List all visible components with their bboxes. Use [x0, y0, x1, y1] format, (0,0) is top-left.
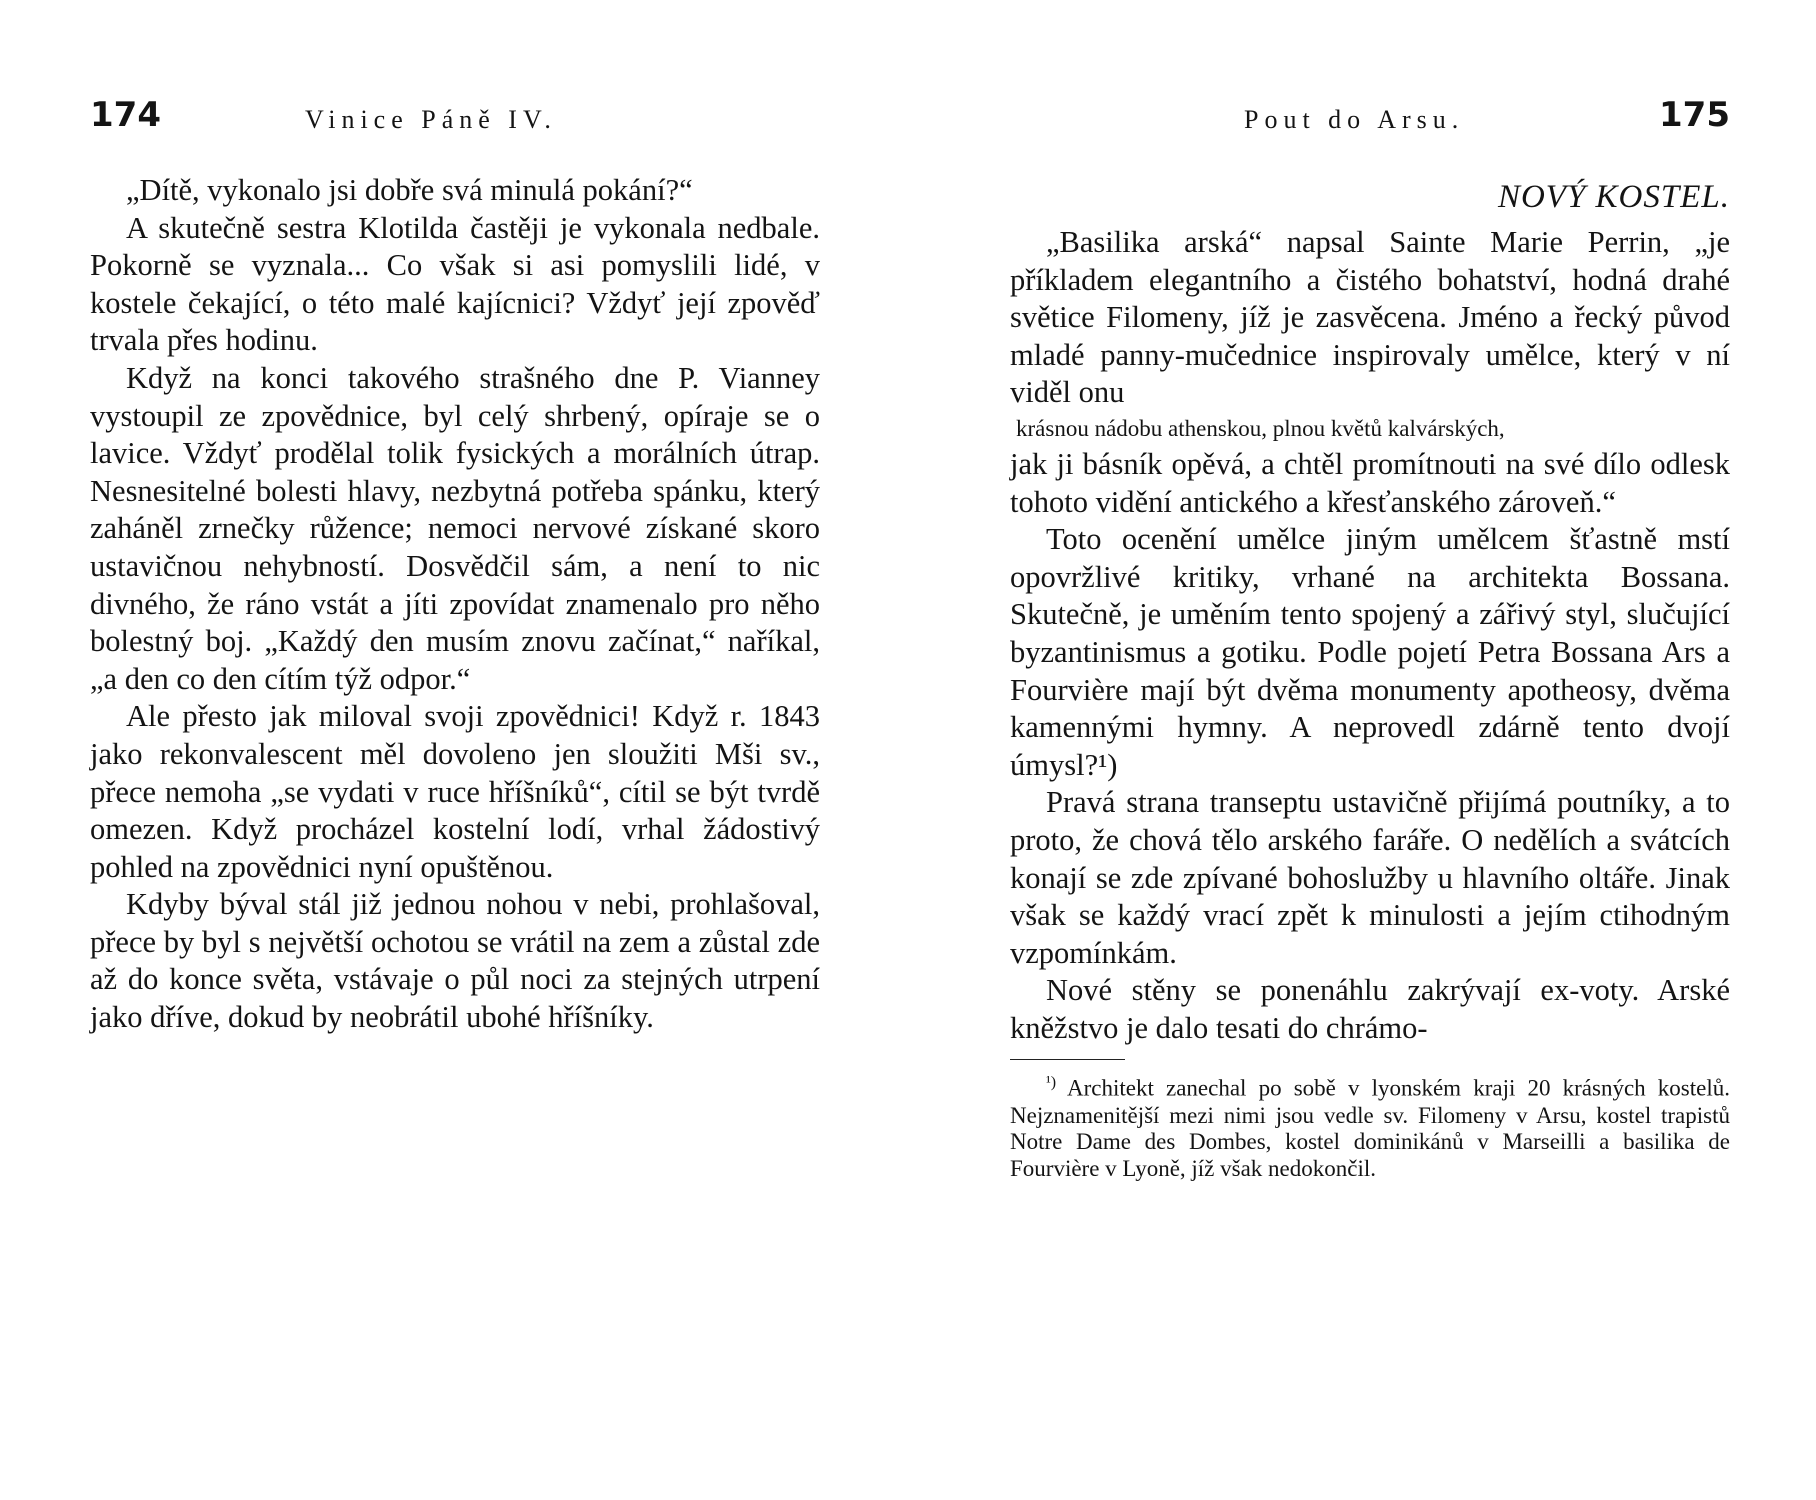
quoted-verse: krásnou nádobu athenskou, plnou květů kalvárských, — [1016, 415, 1505, 441]
footnote-divider — [1010, 1059, 1125, 1060]
paragraph: Toto ocenění umělce jiným umělcem šťastně mstí opovržlivé kritiky, vrhané na architekta Bossana. Skutečně, je uměním tento spojený a zářivý styl, slučující byzantinismus a gotiku. Podle pojetí Petra Bossana Ars a Fourvière mají být dvěma monumenty apotheosy, dvěma kamennými hymny. A neprovedl zdárně tento dvojí úmysl?¹) — [1010, 522, 1730, 782]
page-number: 175 — [1659, 95, 1730, 135]
footnote-text: Architekt zanechal po sobě v lyonském kraji 20 krásných kostelů. Nejznamenitější mezi nimi jsou vedle sv. Filomeny v Arsu, kostel trapistů Notre Dame des Dombes, kostel dominikánů v Marseilli a basilika de Fourvière v Lyoně, jíž však nedokončil. — [1010, 1076, 1730, 1181]
paragraph: „Basilika arská“ napsal Sainte Marie Perrin, „je příkladem elegantního a čistého bohatství, hodná drahé světice Filomeny, jíž je zasvěcena. Jméno a řecký původ mladé panny-mučednice inspirovaly umělce, který v ní viděl onu — [1010, 225, 1730, 410]
section-heading: NOVÝ KOSTEL. — [1497, 179, 1730, 215]
paragraph: Ale přesto jak miloval svoji zpovědnici! Když r. 1843 jako rekonvalescent měl dovoleno jen sloužiti Mši sv., přece nemoha „se vydati v ruce hříšníků“, cítil se být tvrdě omezen. Když procházel kostelní lodí, vrhal žádostivý pohled na zpovědnici nyní opuštěnou. — [90, 699, 820, 884]
paragraph: Pravá strana transeptu ustavičně přijímá poutníky, a to proto, že chová tělo arského faráře. O nedělích a svátcích konají se zde zpívané bohoslužby u hlavního oltáře. Jinak však se každý vrací zpět k minulosti a jejím ctihodným vzpomínkám. — [1010, 785, 1730, 970]
page-number: 174 — [90, 95, 161, 135]
paragraph: „Dítě, vykonalo jsi dobře svá minulá pokání?“ — [126, 173, 693, 207]
paragraph: Nové stěny se ponenáhlu zakrývají ex-voty. Arské kněžstvo je dalo tesati do chrámo- — [1010, 973, 1730, 1045]
right-page-header — [1010, 95, 1730, 135]
left-page-body — [90, 172, 820, 1037]
paragraph: Kdyby býval stál již jednou nohou v nebi, prohlašoval, přece by byl s největší ochotou se vrátil na zem a zůstal zde až do konce světa, vstávaje o půl noci za stejných utrpení jako dříve, dokud by neobrátil ubohé hříšníky. — [90, 887, 820, 1035]
paragraph: Když na konci takového strašného dne P. Vianney vystoupil ze zpovědnice, byl celý shrbený, opíraje se o lavice. Vždyť prodělal tolik fysických a morálních útrap. Nesnesitelné bolesti hlavy, nezbytná potřeba spánku, který zaháněl zrnečky růžence; nemoci nervové získané skoro ustavičnou nehybností. Dosvědčil sám, a není to nic divného, že ráno vstát a jíti zpovídat znamenalo pro něho bolestný boj. „Každý den musím znovu začínat,“ naříkal, „a den co den cítím týž odpor.“ — [90, 360, 820, 696]
running-title: Pout do Arsu. — [1244, 105, 1465, 134]
running-title: Vinice Páně IV. — [305, 105, 557, 134]
paragraph: jak ji básník opěvá, a chtěl promítnouti na své dílo odlesk tohoto vidění antického a křesťanského zároveň.“ — [1010, 446, 1730, 519]
right-page-body — [1010, 172, 1730, 1183]
paragraph: A skutečně sestra Klotilda častěji je vykonala nedbale. Pokorně se vyznala... Co však si asi pomyslili lidé, v kostele čekající, o této malé kajícnici? Vždyť její zpověď trvala přes hodinu. — [90, 210, 820, 358]
footnote — [1010, 1070, 1730, 1182]
left-page-header — [90, 95, 820, 135]
footnote-marker: ¹) — [1046, 1074, 1057, 1092]
